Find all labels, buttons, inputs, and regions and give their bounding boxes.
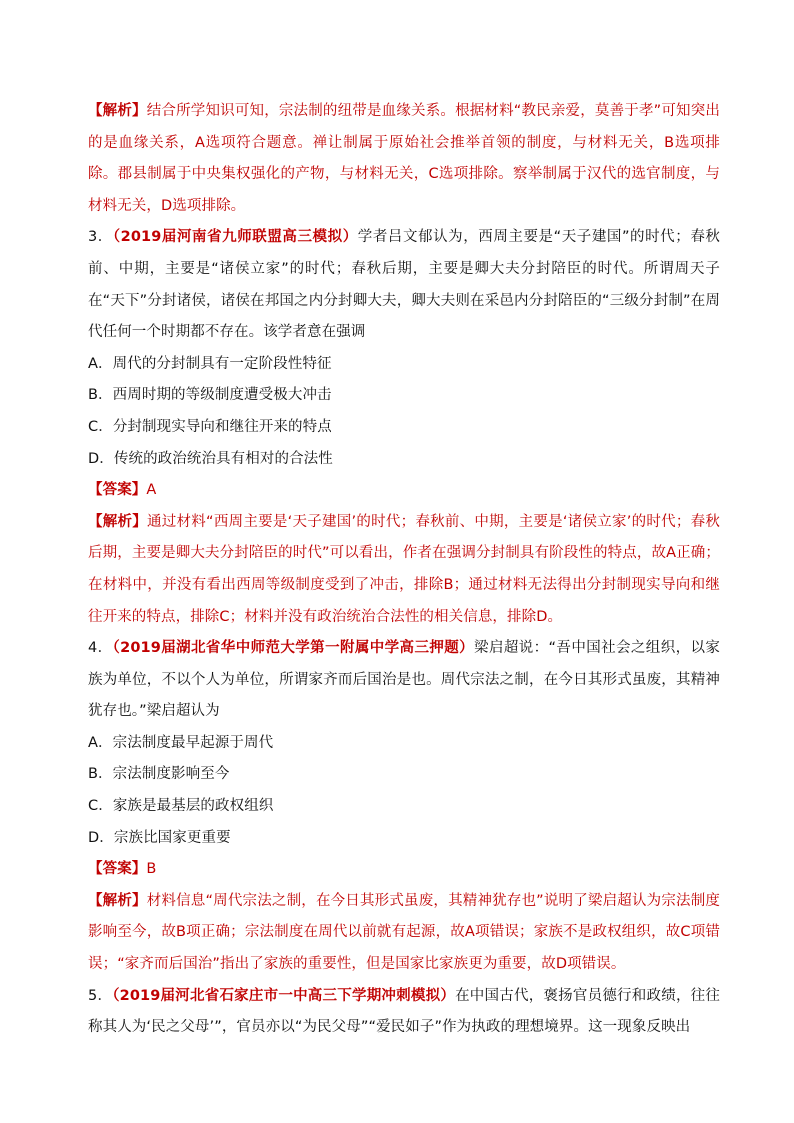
q4-option-a: A．宗法制度最早起源于周代 [88,734,274,751]
analysis-text: 材料信息“周代宗法之制，在今日其形式虽废，其精神犹存也”说明了梁启超认为宗法制度影响至今，故B项正确；宗法制度在周代以前就有起源，故A项错误；家族不是政权组织，故C项错误；“家齐而后国治”指出了家族的重要性，但是国家比家族更为重要，故D项错误。 [88,892,720,973]
answer-tag: 【答案】 [88,861,147,878]
analysis-tag: 【解析】 [88,103,147,119]
answer-value: B [146,861,157,878]
analysis-tag: 【解析】 [88,513,148,530]
analysis-text: 通过材料“西周主要是‘天子建国’的时代；春秋前、中期，主要是‘诸侯立家’的时代；春秋后期，主要是卿大夫分封陪臣的时代”可以看出，作者在强调分封制具有阶段性的特点，故A正确；在材料中，并没有看出西周等级制度受到了冲击，排除B；通过材料无法得出分封制现实导向和继往开来的特点，排除C；材料并没有政治统治合法性的相关信息，排除D。 [88,513,720,625]
q4-option-b: B．宗法制度影响至今 [88,766,230,783]
q3-answer [88,475,720,507]
q2-analysis [88,96,720,222]
question-source: （2019届河北省石家庄市一中高三下学期冲刺模拟） [112,987,456,1004]
answer-tag: 【答案】 [88,482,147,499]
analysis-text: 结合所学知识可知，宗法制的纽带是血缘关系。根据材料“教民亲爱，莫善于孝”可知突出的是血缘关系，A选项符合题意。禅让制属于原始社会推举首领的制度，与材料无关，B选项排除。郡县制属于中央集权强化的产物，与材料无关，C选项排除。察举制属于汉代的选官制度，与材料无关，D选项排除。 [88,103,720,214]
answer-value: A [146,482,157,499]
question-source: （2019届河南省九师联盟高三模拟） [112,229,358,246]
question-number: 3． [88,229,113,246]
q4-option-c: C．家族是最基层的政权组织 [88,798,274,815]
q3-option-a: A．周代的分封制具有一定阶段性特征 [88,355,332,372]
question-text: 梁启超说：“吾中国社会之组织，以家族为单位，不以个人为单位，所谓家齐而后国治是也。周代宗法之制，在今日其形式虽废，其精神犹存也。”梁启超认为 [88,640,720,720]
question-number: 5． [88,987,113,1004]
question-text: 学者吕文郁认为，西周主要是“天子建国”的时代；春秋前、中期，主要是“诸侯立家”的时代；春秋后期，主要是卿大夫分封陪臣的时代。所谓周天子在“天下”分封诸侯，诸侯在邦国之内分封卿大夫，卿大夫则在采邑内分封陪臣的“三级分封制”在周代任何一个时期都不存在。该学者意在强调 [88,229,720,341]
q5-stem [88,981,720,1044]
question-text: 在中国古代，褒扬官员德行和政绩，往往称其人为‘民之父母’”，官员亦以“为民父母”“爱民如子”作为执政的理想境界。这一现象反映出 [88,987,720,1036]
q4-answer [88,854,720,886]
q3-option-b: B．西周时期的等级制度遭受极大冲击 [88,387,332,404]
q3-option-d: D．传统的政治统治具有相对的合法性 [88,450,333,467]
page-content [88,96,720,1044]
q3-stem [88,222,720,348]
question-number: 4． [88,640,113,657]
question-source: （2019届湖北省华中师范大学第一附属中学高三押题） [112,640,475,657]
q3-analysis [88,507,720,633]
q4-analysis [88,886,720,981]
analysis-tag: 【解析】 [88,892,147,909]
q4-stem [88,633,720,728]
q4-option-d: D．宗族比国家更重要 [88,829,231,846]
q3-option-c: C．分封制现实导向和继往开来的特点 [88,418,332,435]
